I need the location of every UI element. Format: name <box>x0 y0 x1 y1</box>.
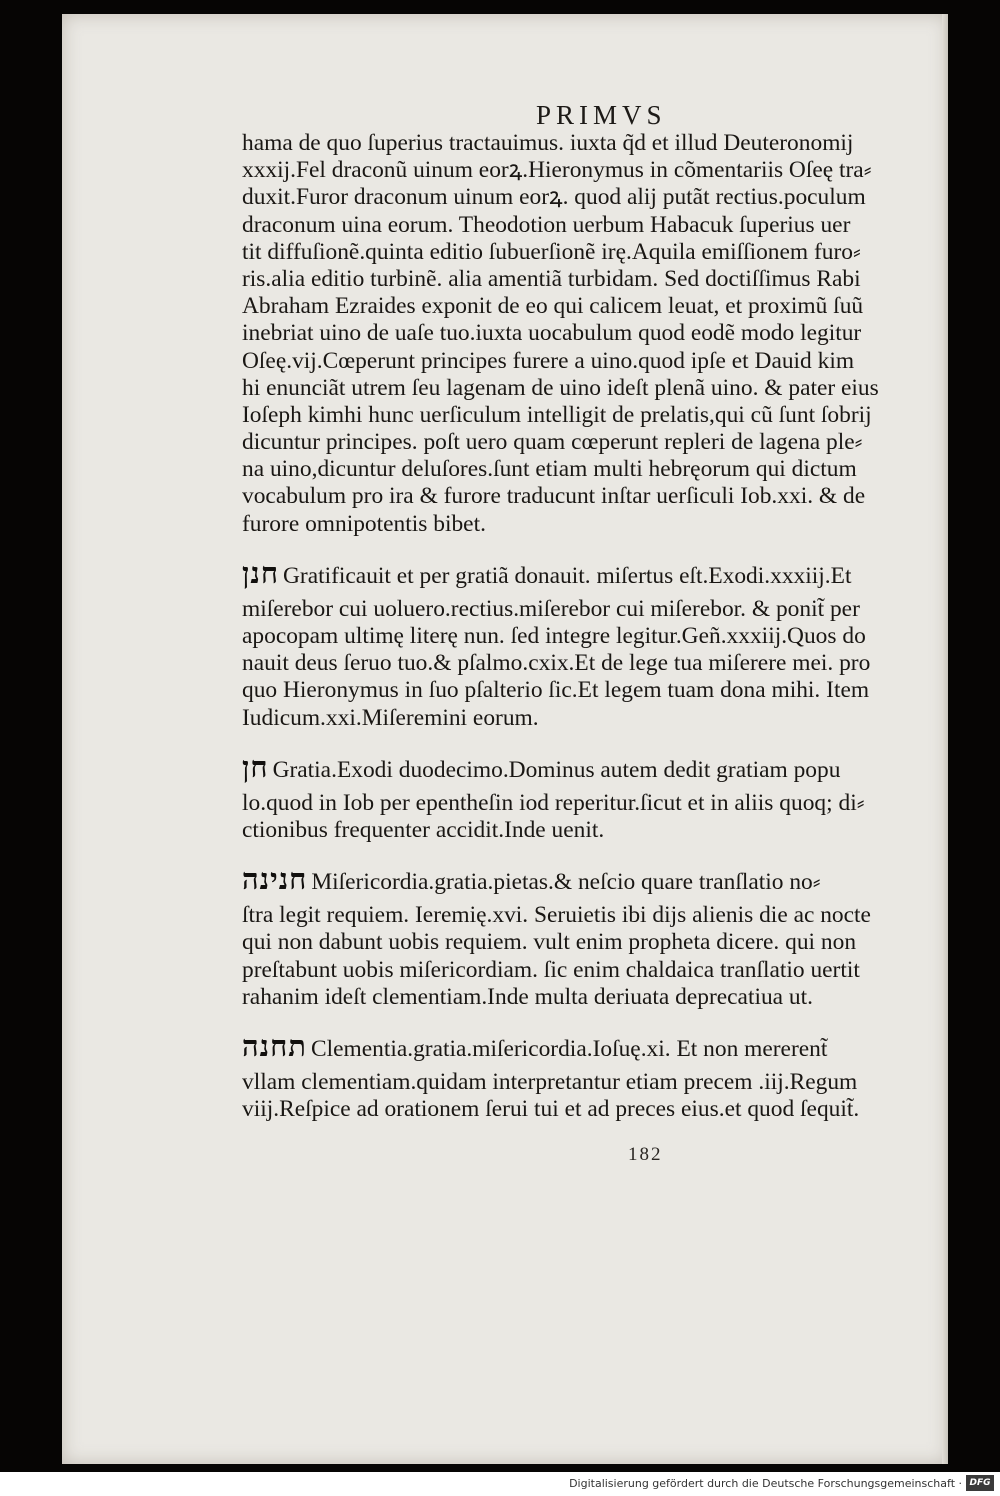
footer-bar <box>0 1472 1000 1496</box>
entry-head-text: Miſericordia.gratia.pietas.& neſcio quare tranſlatio no⸗ <box>311 869 821 896</box>
text-line: inebriat uino de uaſe tuo.iuxta uocabulum quod eodẽ modo legitur <box>242 320 862 347</box>
text-line: draconum uina eorum. Theodotion uerbum Habacuk ſuperius uer <box>242 211 851 238</box>
text-line: apocopam ultimę literę nun. ſed integre legitur.Geñ.xxxiij.Quos do <box>242 623 866 649</box>
entry-head-text: Gratia.Exodi duodecimo.Dominus autem dedit gratiam popu <box>272 756 841 783</box>
hebrew-headword: חן <box>242 749 269 784</box>
text-line: quo Hieronymus in ſuo pſalterio ſic.Et legem tuam dona mihi. Item <box>242 677 870 704</box>
hebrew-headword: חנינה <box>242 862 308 897</box>
text-line: rahanim ideſt clementiam.Inde multa deriuata deprecatiua ut. <box>242 983 813 1010</box>
text-line: Ioſeph kimhi hunc uerſiculum intelligit de prelatis,qui cũ ſunt ſobrij <box>242 401 872 428</box>
entry-head-text: Gratificauit et per gratiã donauit. miſertus eſt.Exodi.xxxiij.Et <box>282 562 852 589</box>
lexicon-entry <box>242 750 956 844</box>
lexicon-entry <box>242 862 956 1011</box>
entry-head <box>242 1029 956 1063</box>
text-line: ris.alia editio turbinẽ. alia amentiã turbidam. Sed doctiſſimus Rabi <box>242 265 861 292</box>
lexicon-entry <box>242 1029 956 1123</box>
running-head: PRIMVS <box>536 100 667 130</box>
text-line: Abraham Ezraides exponit de eo qui calicem leuat, et proximũ ſuũ <box>242 293 864 320</box>
entry-head <box>242 750 956 784</box>
text-line: Iudicum.xxi.Miſeremini eorum. <box>242 704 539 731</box>
funding-note: Digitalisierung gefördert durch die Deutsche Forschungsgemeinschaft · <box>569 1477 962 1490</box>
text-line: Oſeę.vij.Cœperunt principes furere a uino.quod ipſe et Dauid kim <box>242 347 855 374</box>
text-line: na uino,dicuntur deluſores.ſunt etiam multi hebręorum qui dictum <box>242 456 857 483</box>
hebrew-headword: חנן <box>242 555 279 590</box>
lexicon-entry <box>242 556 956 732</box>
text-line: furore omnipotentis bibet. <box>242 510 486 537</box>
text-line: tit diffuſionẽ.quinta editio ſubuerſionẽ irę.Aquila emiſſionem furo⸗ <box>242 238 861 265</box>
entry-head <box>242 556 956 590</box>
text-line: ſtra legit requiem. Ieremię.xvi. Seruietis ibi dijs alienis die ac nocte <box>242 902 871 929</box>
text-line: dicuntur principes. poſt uero quam cœperunt repleri de lagena ple⸗ <box>242 429 863 456</box>
hebrew-headword: תחנה <box>242 1028 307 1063</box>
text-line: hama de quo ſuperius tractauimus. iuxta q̃d et illud Deuteronomij <box>242 130 854 156</box>
page-text <box>242 130 956 1123</box>
text-line: xxxij.Fel draconũ uinum eorꝝ.Hieronymus in cõmentariis Oſeę tra⸗ <box>242 157 872 184</box>
paragraph-intro <box>242 130 956 538</box>
text-line: viij.Reſpice ad orationem ſerui tui et ad preces eius.et quod ſequit̃. <box>242 1096 860 1123</box>
text-line: miſerebor cui uoluero.rectius.miſerebor cui miſerebor. & ponit̃ per <box>242 595 860 622</box>
text-line: qui non dabunt uobis requiem. vult enim propheta dicere. qui non <box>242 929 857 956</box>
folio-number: 182 <box>628 1144 663 1165</box>
entry-head-text: Clementia.gratia.miſericordia.Ioſuę.xi. Et non mererent̃ <box>310 1035 828 1062</box>
text-line: hi enunciãt utrem ſeu lagenam de uino ideſt plenã uino. & pater eius <box>242 374 879 401</box>
text-line: preſtabunt uobis miſericordiam. ſic enim chaldaica tranſlatio uertit <box>242 956 860 983</box>
dfg-logo: DFG <box>966 1475 994 1491</box>
text-line: vllam clementiam.quidam interpretantur etiam precem .iij.Regum <box>242 1068 858 1095</box>
text-line: vocabulum pro ira & furore traducunt inſtar uerſiculi Iob.xxi. & de <box>242 483 866 510</box>
text-line: ctionibus frequenter accidit.Inde uenit. <box>242 816 605 843</box>
text-line: nauit deus ſeruo tuo.& pſalmo.cxix.Et de lege tua miſerere mei. pro <box>242 650 871 677</box>
text-line: lo.quod in Iob per epentheſin iod reperitur.ſicut et in aliis quoq; di⸗ <box>242 789 865 816</box>
entry-head <box>242 862 956 896</box>
text-line: duxit.Furor draconum uinum eorꝝ. quod alij putãt rectius.poculum <box>242 184 866 211</box>
